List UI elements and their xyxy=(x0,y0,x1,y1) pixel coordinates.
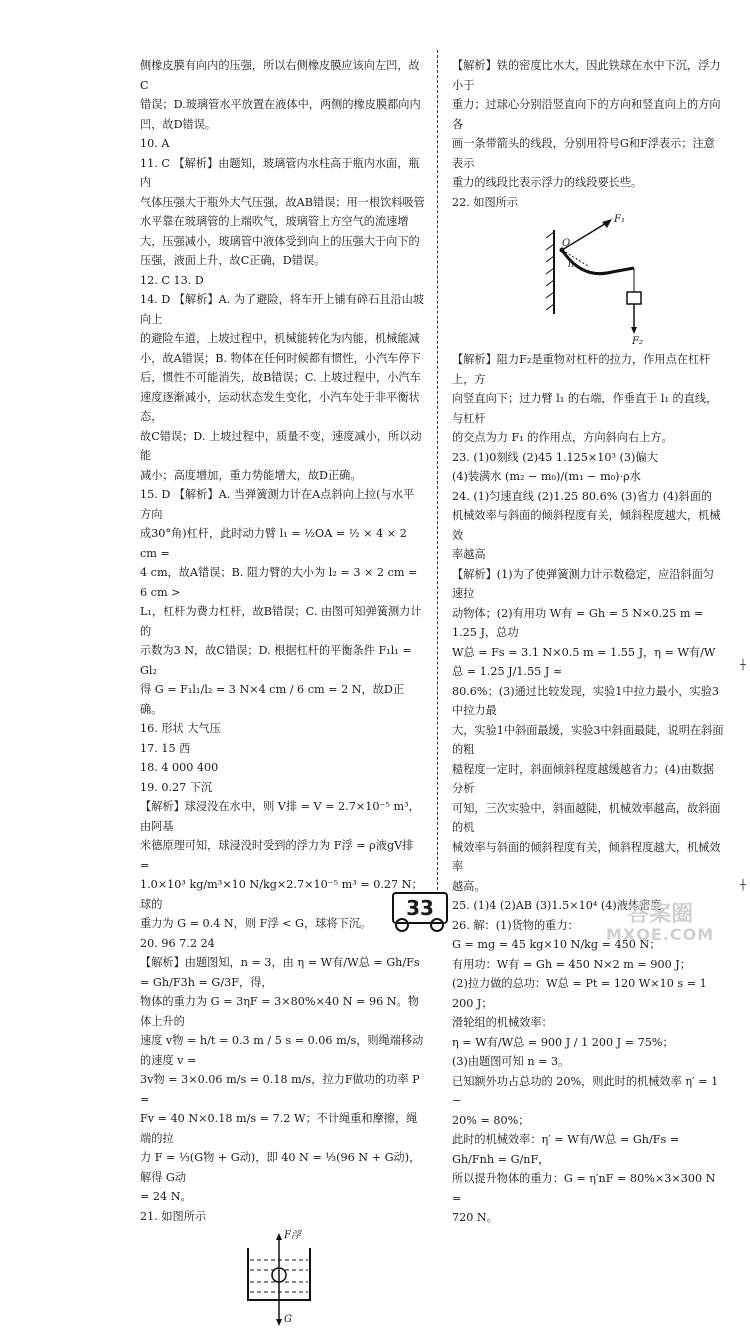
figure-21-buoyancy xyxy=(240,1230,330,1330)
text-line: 械效率与斜面的倾斜程度有关，倾斜程度越大，机械效率 xyxy=(452,840,721,873)
answer-19: 19. 0.27 下沉 xyxy=(140,780,213,794)
pivot-o-label: O xyxy=(562,238,571,249)
wheel-icon xyxy=(430,918,444,932)
text-line: (2)拉力做的总功：W总 = Pt = 120 W×10 s = 1 200 J； xyxy=(452,977,707,1010)
watermark-text: 答案圈 xyxy=(627,902,694,927)
column-divider xyxy=(437,50,438,890)
watermark-logo xyxy=(606,902,715,945)
answer-11: 11. C 【解析】由题知，玻璃管内水柱高于瓶内水面，瓶内 xyxy=(140,156,420,189)
margin-mark: ┼ xyxy=(740,880,747,891)
left-column xyxy=(140,56,425,1334)
text-line: 压强，液面上升，故C正确，D错误。 xyxy=(140,254,326,267)
text-line: 滑轮组的机械效率： xyxy=(452,1016,553,1029)
buoyancy-label: F浮 xyxy=(284,1230,301,1241)
text-line: 所以提升物体的重力：G = η′nF = 80%×3×300 N = xyxy=(452,1172,716,1205)
text-line: 力 F = ⅓(G物 + G动)，即 40 N = ⅓(96 N + G动)，解得 G动 xyxy=(140,1151,421,1184)
text-line: W总 = Fs = 3.1 N×0.5 m = 1.55 J，η = W有/W总 = 1.25 J/1.55 J ≈ xyxy=(452,645,716,678)
text-line: 【解析】铁的密度比水大，因此铁球在水中下沉，浮力小于 xyxy=(452,59,721,92)
figure-22-lever xyxy=(542,216,652,346)
text-line: 可知，三次实验中，斜面越陡，机械效率越高，故斜面的机 xyxy=(452,801,721,834)
text-line: 【解析】(1)为了使弹簧测力计示数稳定，应沿斜面匀速拉 xyxy=(452,567,714,600)
text-line: 重力为 G = 0.4 N，则 F浮 < G，球将下沉。 xyxy=(140,917,372,930)
text-line: 故C错误；D. 上坡过程中，质量不变，速度减小，所以动能 xyxy=(140,429,422,462)
text-line: 侧橡皮膜有向内的压强，所以右侧橡皮膜应该向左凹，故C xyxy=(140,59,420,92)
text-line: 画一条带箭头的线段，分别用符号G和F浮表示；注意表示 xyxy=(452,137,715,170)
text-line: (3)由题图可知 n = 3。 xyxy=(452,1055,570,1068)
text-line: 向竖直向下；过力臂 l₁ 的右端，作垂直于 l₁ 的直线，与杠杆 xyxy=(452,392,718,425)
answer-14: 14. D 【解析】A. 为了避险，将车开上铺有碎石且沿山坡向上 xyxy=(140,293,425,326)
text-line: 大，实验1中斜面最缓，实验3中斜面最陡，说明在斜面的粗 xyxy=(452,723,724,756)
margin-mark: ┼ xyxy=(740,660,747,671)
text-line: 【解析】由题图知，n = 3，由 η = W有/W总 = Gh/Fs = Gh/F3h = G/3F，得， xyxy=(140,956,420,989)
text-line: 重力；过球心分别沿竖直向下的方向和竖直向上的方向各 xyxy=(452,98,721,131)
watermark-url: MXQE.COM xyxy=(606,925,715,944)
text-line: 重力的线段比表示浮力的线段要长些。 xyxy=(452,176,643,189)
text-line: 糙程度一定时，斜面倾斜程度越缓越省力；(4)由数据分析 xyxy=(452,762,714,795)
answer-10: 10. A xyxy=(140,137,170,150)
text-line: 小，故A错误；B. 物体在任何时候都有惯性，小汽车停下 xyxy=(140,351,421,365)
lever-diagram xyxy=(542,216,652,346)
answer-26: 26. 解：(1)货物的重力： xyxy=(452,918,579,932)
text-line: 越高。 xyxy=(452,879,486,893)
text-line: 水平靠在玻璃管的上端吹气，玻璃管上方空气的流速增 xyxy=(140,215,409,228)
text-line: 此时的机械效率：η′ = W有/W总 = Gh/Fs = Gh/Fnh = G/nF， xyxy=(452,1133,680,1166)
text-line: = 24 N。 xyxy=(140,1190,192,1203)
text-line: G = mg = 45 kg×10 N/kg = 450 N； xyxy=(452,938,661,951)
text-line: 80.6%；(3)通过比较发现，实验1中拉力最小，实验3中拉力最 xyxy=(452,684,719,717)
force-f1-label: F₁ xyxy=(614,214,625,225)
text-line: 成30°角)杠杆，此时动力臂 l₁ = ½OA = ½ × 4 × 2 cm = xyxy=(140,527,407,560)
answer-24: 24. (1)匀速直线 (2)1.25 80.6% (3)省力 (4)斜面的 xyxy=(452,489,713,503)
page-number: 33 xyxy=(392,892,448,924)
text-line: 已知额外功占总功的 20%，则此时的机械效率 η′ = 1 − xyxy=(452,1074,719,1107)
text-line: 减小；高度增加，重力势能增大，故D正确。 xyxy=(140,468,362,482)
answer-25: 25. (1)4 (2)AB (3)1.5×10⁴ (4)液体密度 xyxy=(452,899,662,912)
answer-23: 23. (1)0刻线 (2)45 1.125×10³ (3)偏大 xyxy=(452,450,658,464)
text-line: Fv = 40 N×0.18 m/s = 7.2 W；不计绳重和摩擦，绳端的拉 xyxy=(140,1112,418,1145)
text-line: 后，惯性不可能消失，故B错误；C. 上坡过程中，小汽车 xyxy=(140,371,421,384)
answer-18: 18. 4 000 400 xyxy=(140,761,219,774)
text-line: 得 G = F₁l₁/l₂ = 3 N×4 cm / 6 cm = 2 N，故D正确。 xyxy=(140,683,405,716)
text-line: L₁，杠杆为费力杠杆，故B错误；C. 由图可知弹簧测力计的 xyxy=(140,605,422,638)
text-line: 米德原理可知，球浸没时受到的浮力为 F浮 = ρ液gV排 = xyxy=(140,839,414,872)
text-line: 物体的重力为 G = 3ηF = 3×80%×40 N = 96 N。物体上升的 xyxy=(140,995,419,1028)
text-line: 机械效率与斜面的倾斜程度有关，倾斜程度越大，机械效 xyxy=(452,509,721,542)
text-line: 大，压强减小，玻璃管中液体受到向上的压强大于向下的 xyxy=(140,234,420,248)
text-line: 20% = 80%； xyxy=(452,1113,530,1127)
text-line: 4 cm，故A错误；B. 阻力臂的大小为 l₂ = 3 × 2 cm = 6 cm > xyxy=(140,566,418,599)
text-line: 速度 v物 = h/t = 0.3 m / 5 s = 0.06 m/s，则绳端移动的速度 v = xyxy=(140,1034,424,1067)
text-line: (4)装满水 (m₂ − m₀)/(m₁ − m₀)·ρ水 xyxy=(452,470,641,483)
right-column xyxy=(452,56,724,1228)
force-f2-label: F₂ xyxy=(632,336,643,347)
text-line: 的避险车道，上坡过程中，机械能转化为内能，机械能减 xyxy=(140,332,420,345)
gravity-label: G xyxy=(284,1314,292,1325)
text-line: 1.0×10³ kg/m³×10 N/kg×2.7×10⁻⁵ m³ = 0.27 N；球的 xyxy=(140,878,423,911)
text-line: 气体压强大于瓶外大气压强，故AB错误；用一根饮料吸管 xyxy=(140,195,425,209)
text-line: 错误；D.玻璃管水平放置在液体中，两侧的橡皮膜都向内 xyxy=(140,98,421,111)
answer-16: 16. 形状 大气压 xyxy=(140,722,221,735)
answer-20: 20. 96 7.2 24 xyxy=(140,936,215,950)
text-line: 凹，故D错误。 xyxy=(140,117,217,131)
text-line: η = W有/W总 = 900 J / 1 200 J = 75%； xyxy=(452,1035,674,1049)
arm-l1-label: l₁ xyxy=(568,260,575,270)
wheel-icon xyxy=(395,918,409,932)
text-line: 率越高 xyxy=(452,548,486,561)
answer-22: 22. 如图所示 xyxy=(452,195,519,209)
text-line: 【解析】阻力F₂是重物对杠杆的拉力，作用点在杠杆上，方 xyxy=(452,353,711,386)
answer-17: 17. 15 西 xyxy=(140,741,191,755)
text-line: 有用功：W有 = Gh = 450 N×2 m = 900 J； xyxy=(452,957,691,971)
answer-15: 15. D 【解析】A. 当弹簧测力计在A点斜向上拉(与水平方向 xyxy=(140,488,415,521)
text-line: 示数为3 N，故C错误；D. 根据杠杆的平衡条件 F₁l₁ = Gl₂ xyxy=(140,644,412,677)
text-line: 720 N。 xyxy=(452,1211,498,1224)
text-line: 的交点为力 F₁ 的作用点，方向斜向右上方。 xyxy=(452,431,673,444)
answer-12-13: 12. C 13. D xyxy=(140,273,204,287)
text-line: 速度逐渐减小，运动状态发生变化，小汽车处于非平衡状态， xyxy=(140,390,420,423)
text-line: 3v物 = 3×0.06 m/s = 0.18 m/s，拉力F做功的功率 P = xyxy=(140,1073,420,1106)
text-line: 动物体；(2)有用功 W有 = Gh = 5 N×0.25 m = 1.25 J，总功 xyxy=(452,606,704,639)
text-line: 【解析】球浸没在水中，则 V排 = V = 2.7×10⁻⁵ m³，由阿基 xyxy=(140,800,420,833)
answer-21: 21. 如图所示 xyxy=(140,1209,207,1223)
